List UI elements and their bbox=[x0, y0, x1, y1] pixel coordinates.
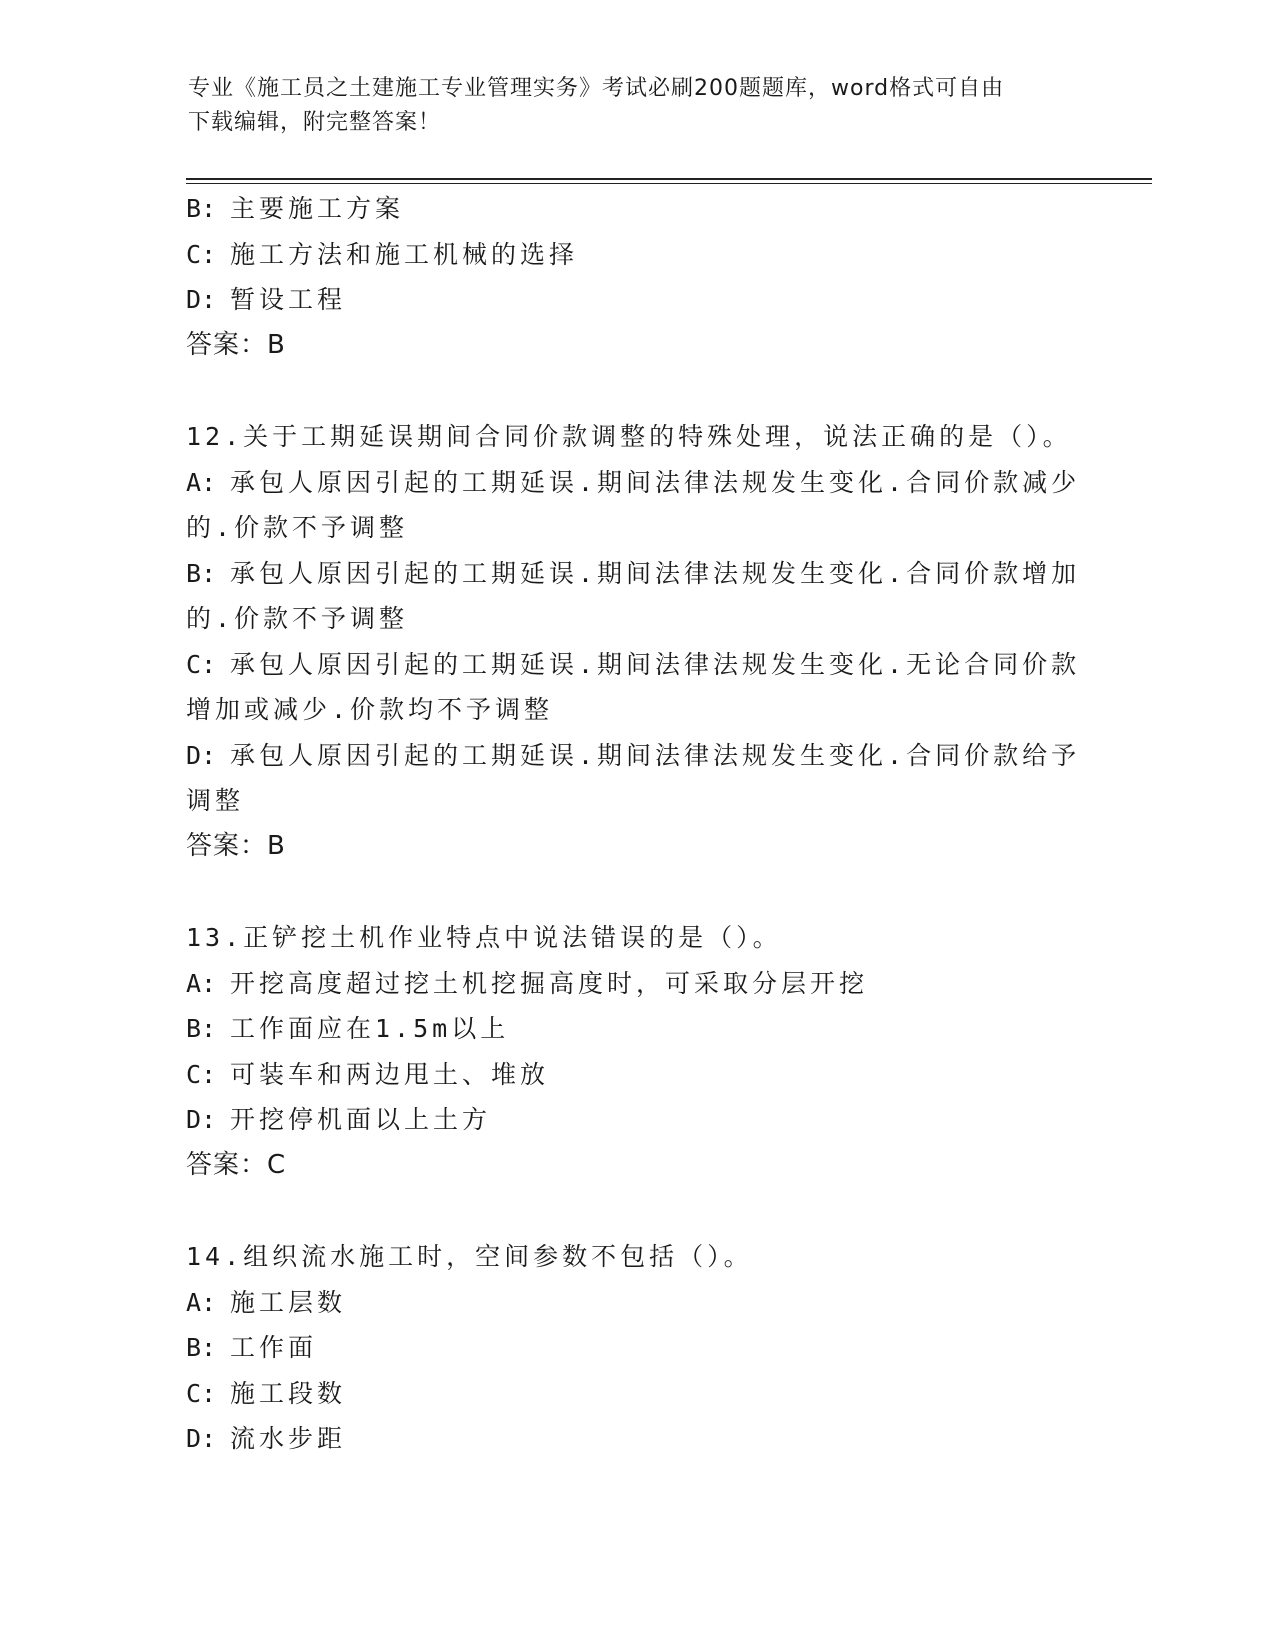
option-text: 暂设工程 bbox=[230, 285, 347, 314]
question-13-stem: 13.正铲挖土机作业特点中说法错误的是（）。 bbox=[186, 923, 782, 952]
question-11-options bbox=[186, 186, 1086, 323]
option-key: B: bbox=[186, 1014, 217, 1043]
option-c-continuation: 增加或减少.价款均不予调整 bbox=[186, 695, 554, 724]
header-line-1: 专业《施工员之土建施工专业管理实务》考试必刷200题题库，word格式可自由 bbox=[188, 76, 1005, 101]
option-key: B: bbox=[186, 1333, 217, 1362]
option-text: 承包人原因引起的工期延误.期间法律法规发生变化.无论合同价款 bbox=[230, 649, 1081, 679]
option-text: 施工段数 bbox=[230, 1378, 347, 1408]
option-c bbox=[186, 1371, 1086, 1417]
option-key: C: bbox=[186, 239, 217, 269]
answer-11: 答案：B bbox=[186, 329, 286, 360]
question-14-stem: 14.组织流水施工时，空间参数不包括（）。 bbox=[186, 1242, 753, 1271]
header-divider-thin bbox=[186, 183, 1152, 184]
option-key: C: bbox=[186, 649, 217, 679]
option-c bbox=[186, 232, 1086, 278]
option-b bbox=[186, 1006, 1086, 1052]
option-d bbox=[186, 1416, 1086, 1462]
option-key: A: bbox=[186, 467, 217, 497]
option-b bbox=[186, 186, 1086, 232]
option-d-continuation: 调整 bbox=[186, 786, 245, 815]
option-key: D: bbox=[186, 285, 217, 314]
option-text: 开挖停机面以上土方 bbox=[230, 1105, 492, 1134]
option-text: 施工方法和施工机械的选择 bbox=[230, 239, 579, 269]
header-line-2: 下载编辑，附完整答案！ bbox=[188, 110, 442, 135]
option-key: C: bbox=[186, 1378, 217, 1408]
option-b bbox=[186, 551, 1086, 597]
option-a bbox=[186, 1280, 1086, 1326]
option-text: 施工层数 bbox=[230, 1287, 347, 1317]
option-text: 承包人原因引起的工期延误.期间法律法规发生变化.合同价款增加 bbox=[230, 558, 1081, 588]
answer-13: 答案：C bbox=[186, 1149, 287, 1180]
option-text: 主要施工方案 bbox=[230, 194, 405, 223]
option-key: D: bbox=[186, 1105, 217, 1134]
option-d bbox=[186, 1097, 1086, 1143]
option-key: B: bbox=[186, 194, 217, 223]
option-key: D: bbox=[186, 1424, 217, 1453]
option-key: A: bbox=[186, 1287, 217, 1317]
option-text: 工作面应在1.5m以上 bbox=[230, 1014, 510, 1043]
option-a bbox=[186, 460, 1086, 506]
option-text: 承包人原因引起的工期延误.期间法律法规发生变化.合同价款减少 bbox=[230, 467, 1081, 497]
option-key: B: bbox=[186, 558, 217, 588]
option-text: 流水步距 bbox=[230, 1424, 347, 1453]
option-d bbox=[186, 277, 1086, 323]
question-12-stem: 12.关于工期延误期间合同价款调整的特殊处理，说法正确的是（）。 bbox=[186, 422, 1072, 451]
option-a bbox=[186, 961, 1086, 1007]
document-header bbox=[188, 72, 1088, 140]
option-text: 开挖高度超过挖土机挖掘高度时，可采取分层开挖 bbox=[230, 968, 869, 998]
option-b-continuation: 的.价款不予调整 bbox=[186, 604, 409, 633]
option-text: 承包人原因引起的工期延误.期间法律法规发生变化.合同价款给予 bbox=[230, 740, 1081, 770]
option-key: D: bbox=[186, 740, 217, 770]
option-b bbox=[186, 1325, 1086, 1371]
option-c bbox=[186, 642, 1086, 688]
question-content bbox=[186, 186, 1086, 1462]
option-text: 工作面 bbox=[230, 1333, 318, 1362]
option-c bbox=[186, 1052, 1086, 1098]
answer-12: 答案：B bbox=[186, 830, 286, 861]
option-key: C: bbox=[186, 1059, 217, 1089]
option-key: A: bbox=[186, 968, 217, 998]
option-text: 可装车和两边甩土、堆放 bbox=[230, 1059, 550, 1089]
header-divider-thick bbox=[186, 178, 1152, 180]
option-d bbox=[186, 733, 1086, 779]
option-a-continuation: 的.价款不予调整 bbox=[186, 513, 409, 542]
